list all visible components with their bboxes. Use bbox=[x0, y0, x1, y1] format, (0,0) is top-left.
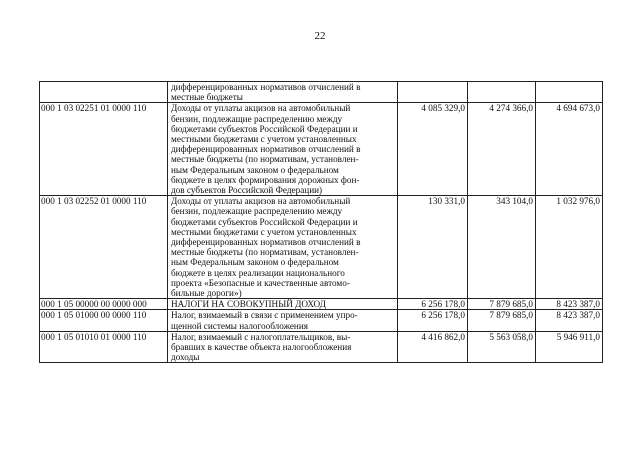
revenue-name-line: бензин, подлежащие распределению между bbox=[171, 113, 343, 124]
revenue-name-line: НАЛОГИ НА СОВОКУПНЫЙ ДОХОД bbox=[171, 299, 326, 310]
revenue-name-line: бильные дороги») bbox=[171, 288, 242, 299]
revenue-name-line: местными бюджетами с учетом установленных bbox=[171, 134, 357, 145]
budget-code-cell bbox=[40, 82, 168, 103]
revenue-name-cell bbox=[168, 82, 398, 103]
revenue-name-line: дифференцированных нормативов отчислений в bbox=[171, 82, 361, 92]
revenue-name-cell bbox=[168, 103, 398, 196]
table-row bbox=[40, 196, 603, 299]
revenue-name-line: бюджетами субъектов Российской Федерации и bbox=[171, 123, 358, 134]
revenue-name-line: Доходы от уплаты акцизов на автомобильный bbox=[171, 103, 351, 114]
amount-year-3-cell bbox=[536, 82, 603, 103]
budget-code-cell: 000 1 05 00000 00 0000 000 bbox=[40, 299, 168, 310]
revenue-name-line: ным Федеральным законом о федеральном bbox=[171, 257, 339, 268]
budget-code-cell: 000 1 03 02251 01 0000 110 bbox=[40, 103, 168, 196]
table-row bbox=[40, 310, 603, 331]
revenue-name-line: щенной системы налогообложения bbox=[171, 320, 308, 331]
budget-code-cell: 000 1 03 02252 01 0000 110 bbox=[40, 196, 168, 299]
revenue-name-line: дифференцированных нормативов отчислений в bbox=[171, 237, 361, 248]
revenue-name-line: бюджете в целях реализации национального bbox=[171, 267, 345, 278]
table-row bbox=[40, 82, 603, 103]
revenue-name-line: местными бюджетами с учетом установленных bbox=[171, 226, 357, 237]
revenue-name-line: бензин, подлежащие распределению между bbox=[171, 206, 343, 217]
revenue-table bbox=[39, 81, 603, 363]
amount-year-2-cell bbox=[468, 82, 536, 103]
amount-year-1-cell: 6 256 178,0 bbox=[398, 310, 468, 331]
amount-year-1-cell: 4 416 862,0 bbox=[398, 331, 468, 363]
amount-year-3-cell: 4 694 673,0 bbox=[536, 103, 603, 196]
amount-year-2-cell: 343 104,0 bbox=[468, 196, 536, 299]
budget-code-cell: 000 1 05 01000 00 0000 110 bbox=[40, 310, 168, 331]
revenue-name-line: Налог, взимаемый с налогоплательщиков, вы- bbox=[171, 331, 351, 342]
page-number: 22 bbox=[314, 30, 326, 42]
budget-code-cell: 000 1 05 01010 01 0000 110 bbox=[40, 331, 168, 363]
table-row bbox=[40, 103, 603, 196]
revenue-name-cell bbox=[168, 331, 398, 363]
amount-year-3-cell: 8 423 387,0 bbox=[536, 299, 603, 310]
amount-year-2-cell: 5 563 058,0 bbox=[468, 331, 536, 363]
amount-year-1-cell: 6 256 178,0 bbox=[398, 299, 468, 310]
table-body bbox=[40, 82, 603, 363]
revenue-name-cell bbox=[168, 299, 398, 310]
revenue-name-line: Налог, взимаемый в связи с применением упро- bbox=[171, 310, 358, 321]
amount-year-3-cell: 1 032 976,0 bbox=[536, 196, 603, 299]
revenue-name-cell bbox=[168, 196, 398, 299]
amount-year-2-cell: 7 879 685,0 bbox=[468, 310, 536, 331]
revenue-name-line: ным Федеральным законом о федеральном bbox=[171, 164, 339, 175]
revenue-name-line: бюджете в целях формирования дорожных фон- bbox=[171, 174, 360, 185]
table-row bbox=[40, 299, 603, 310]
revenue-name-line: бравших в качестве объекта налогообложения bbox=[171, 342, 352, 353]
amount-year-3-cell: 8 423 387,0 bbox=[536, 310, 603, 331]
amount-year-2-cell: 4 274 366,0 bbox=[468, 103, 536, 196]
revenue-name-line: местные бюджеты (по нормативам, установлен- bbox=[171, 154, 359, 165]
amount-year-1-cell: 4 085 329,0 bbox=[398, 103, 468, 196]
amount-year-2-cell: 7 879 685,0 bbox=[468, 299, 536, 310]
revenue-name-line: бюджетами субъектов Российской Федерации и bbox=[171, 216, 358, 227]
revenue-name-line: дифференцированных нормативов отчислений в bbox=[171, 144, 361, 155]
revenue-name-line: проекта «Безопасные и качественные автомо- bbox=[171, 277, 350, 288]
amount-year-1-cell: 130 331,0 bbox=[398, 196, 468, 299]
revenue-name-line: дов субъектов Российской Федерации) bbox=[171, 185, 323, 196]
revenue-name-line: Доходы от уплаты акцизов на автомобильный bbox=[171, 196, 351, 207]
revenue-name-line: доходы bbox=[171, 352, 200, 363]
amount-year-3-cell: 5 946 911,0 bbox=[536, 331, 603, 363]
revenue-name-cell bbox=[168, 310, 398, 331]
table-row bbox=[40, 331, 603, 363]
revenue-name-line: местные бюджеты bbox=[171, 92, 243, 103]
revenue-name-line: местные бюджеты (по нормативам, установлен- bbox=[171, 247, 359, 258]
amount-year-1-cell bbox=[398, 82, 468, 103]
